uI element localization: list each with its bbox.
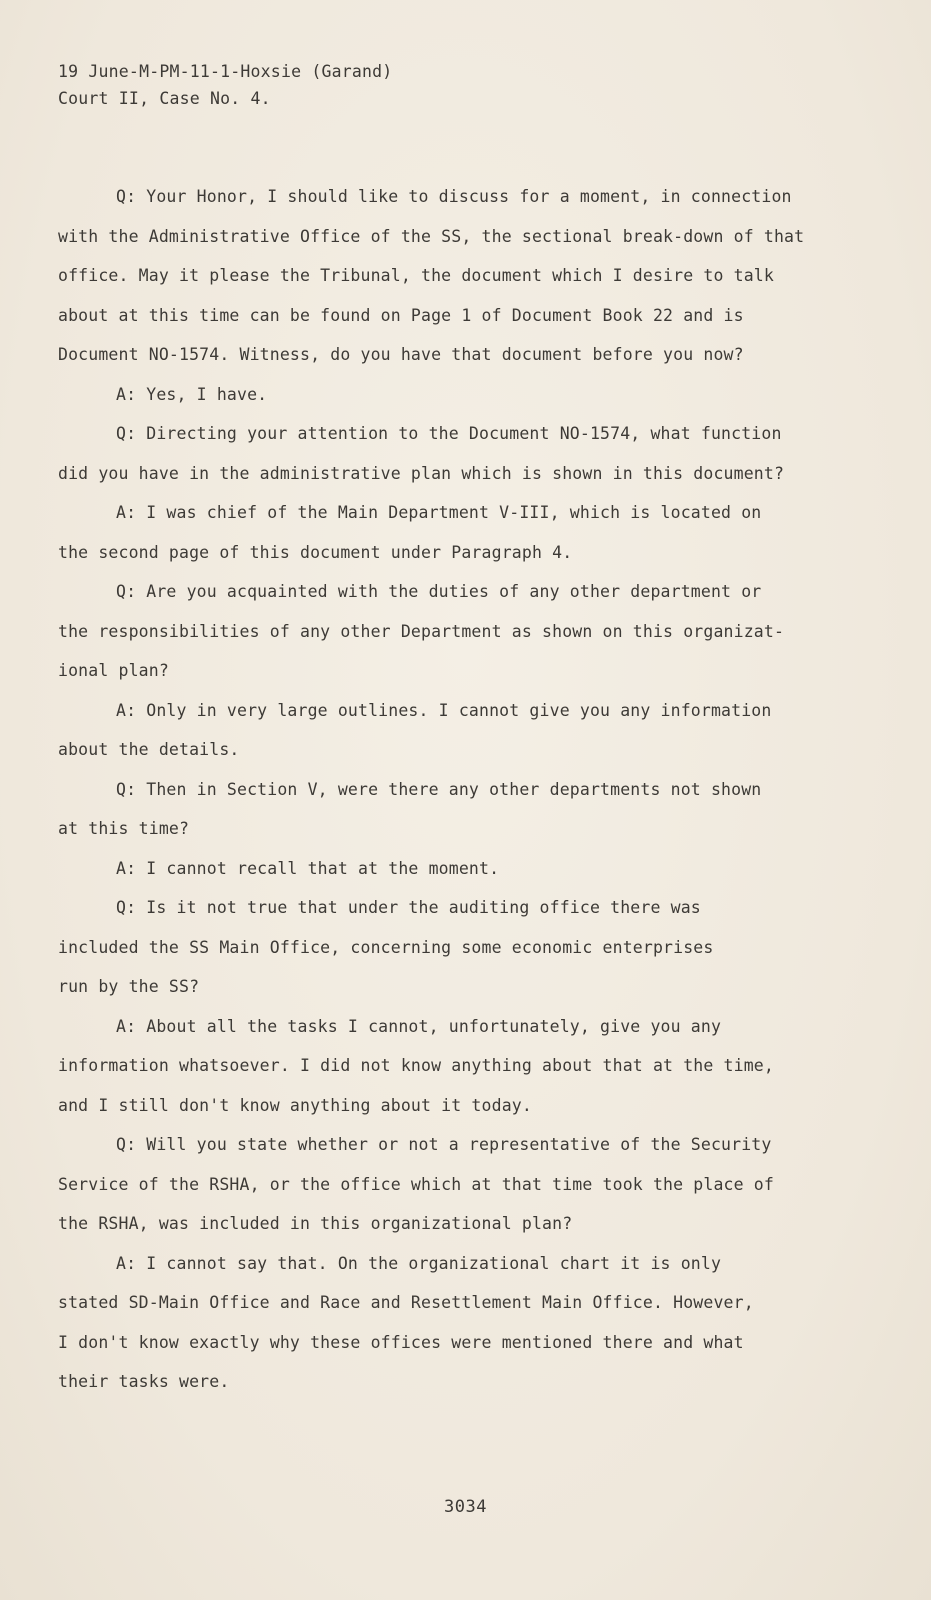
header-session-line: 19 June-M-PM-11-1-Hoxsie (Garand) <box>58 62 393 81</box>
text-line: about at this time can be found on Page 1 of Document Book 22 and is <box>58 305 744 325</box>
question-paragraph <box>58 888 858 1007</box>
text-line: stated SD-Main Office and Race and Resettlement Main Office. However, <box>58 1293 754 1312</box>
text-line: included the SS Main Office, concerning some economic enterprises <box>58 937 714 957</box>
question-paragraph <box>58 414 858 493</box>
text-line: Q: Will you state whether or not a representative of the Security <box>116 1135 772 1154</box>
text-line: A: Yes, I have. <box>116 384 268 404</box>
text-line: Q: Your Honor, I should like to discuss for a moment, in connection <box>116 187 792 206</box>
text-line: ional plan? <box>58 661 169 680</box>
text-line: A: I cannot say that. On the organizational chart it is only <box>116 1253 722 1273</box>
question-paragraph <box>58 1125 858 1244</box>
text-line: at this time? <box>58 819 190 838</box>
text-line: about the details. <box>58 740 240 759</box>
text-line: office. May it please the Tribunal, the document which I desire to talk <box>58 266 774 285</box>
text-line: information whatsoever. I did not know anything about that at the time, <box>58 1056 774 1075</box>
text-line: the second page of this document under Paragraph 4. <box>58 542 573 562</box>
text-line: the responsibilities of any other Department as shown on this organizat- <box>58 621 785 641</box>
text-line: and I still don't know anything about it today. <box>58 1095 532 1115</box>
answer-paragraph <box>58 1244 858 1402</box>
text-line: A: I was chief of the Main Department V-III, which is located on <box>116 503 762 522</box>
text-line: the RSHA, was included in this organizational plan? <box>58 1214 573 1233</box>
text-line: Q: Directing your attention to the Document NO-1574, what function <box>116 424 782 443</box>
answer-paragraph <box>58 849 858 889</box>
text-line: Q: Is it not true that under the auditing office there was <box>116 898 701 917</box>
answer-paragraph <box>58 493 858 572</box>
text-line: Q: Are you acquainted with the duties of any other department or <box>116 582 762 601</box>
text-line: Document NO-1574. Witness, do you have that document before you now? <box>58 345 744 364</box>
transcript-body <box>58 177 858 1402</box>
text-line: their tasks were. <box>58 1372 230 1391</box>
text-line: with the Administrative Office of the SS, the sectional break-down of that <box>58 226 805 246</box>
text-line: A: Only in very large outlines. I cannot give you any information <box>116 700 772 720</box>
text-line: A: About all the tasks I cannot, unfortunately, give you any <box>116 1016 722 1036</box>
header-case-line: Court II, Case No. 4. <box>58 89 271 108</box>
page-number: 3034 <box>444 1497 487 1517</box>
answer-paragraph <box>58 375 858 415</box>
document-header <box>58 58 392 112</box>
answer-paragraph <box>58 1007 858 1126</box>
question-paragraph <box>58 177 858 375</box>
question-paragraph <box>58 770 858 849</box>
text-line: did you have in the administrative plan which is shown in this document? <box>58 463 785 483</box>
text-line: Service of the RSHA, or the office which at that time took the place of <box>58 1174 774 1194</box>
question-paragraph <box>58 572 858 691</box>
text-line: A: I cannot recall that at the moment. <box>116 858 500 878</box>
answer-paragraph <box>58 691 858 770</box>
text-line: run by the SS? <box>58 977 200 996</box>
text-line: Q: Then in Section V, were there any other departments not shown <box>116 779 762 799</box>
text-line: I don't know exactly why these offices were mentioned there and what <box>58 1332 744 1352</box>
